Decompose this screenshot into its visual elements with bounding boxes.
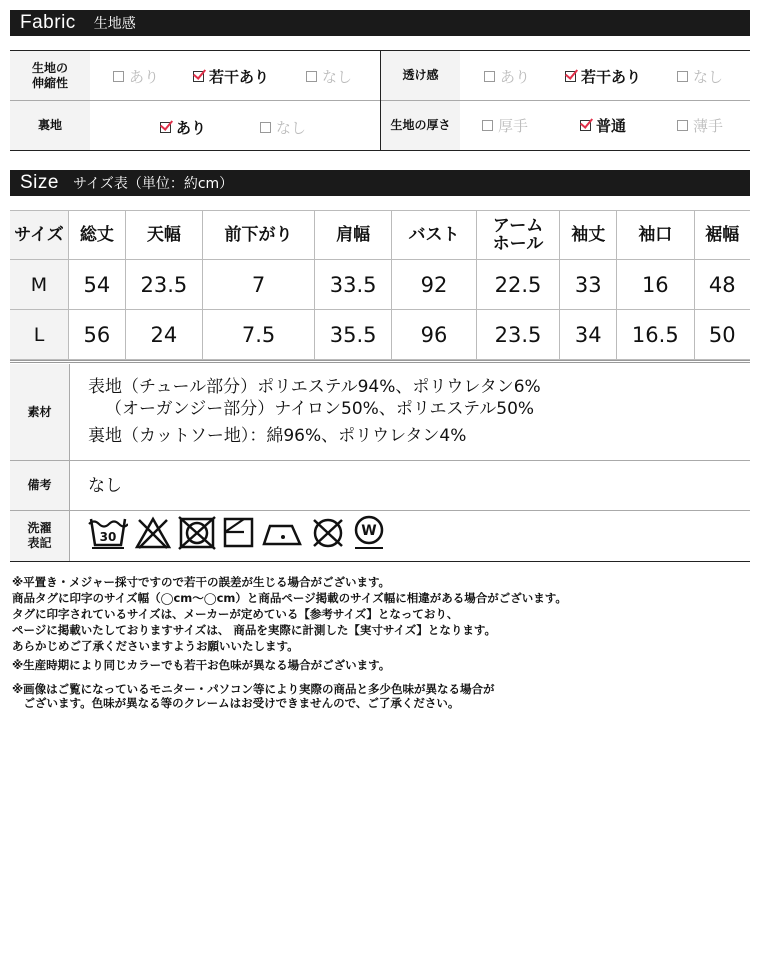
size-header-cell: 前下がり (203, 211, 315, 260)
fabric-label-lining: 裏地 (10, 101, 90, 150)
checkbox-checked-icon (580, 120, 591, 131)
note-line: タグに印字されているサイズは、メーカーが定めている【参考サイズ】となっており、 (12, 607, 459, 621)
checkbox-checked-icon (160, 122, 171, 133)
sheer-option-no: なし (677, 66, 723, 86)
size-label-cell: L (10, 310, 69, 360)
fabric-label-stretch: 生地の 伸縮性 (10, 51, 90, 100)
line-dry-shade-icon (222, 516, 256, 550)
thickness-option-thin: 薄手 (677, 115, 723, 135)
size-value-cell: 34 (560, 310, 617, 360)
checkbox-icon (484, 71, 495, 82)
checkbox-icon (677, 120, 688, 131)
checkbox-icon (306, 71, 317, 82)
note-line: ※画像はご覧になっているモニター・パソコン等により実際の商品と多少色味が異なる場合が (12, 682, 495, 696)
size-value-cell: 56 (69, 310, 126, 360)
size-value-cell: 16.5 (617, 310, 694, 360)
note-line: ございます。色味が異なる等のクレームはお受けできませんので、ご了承ください。 (12, 696, 460, 710)
size-value-cell: 24 (125, 310, 202, 360)
size-value-cell: 7.5 (203, 310, 315, 360)
note-line: ページに掲載いたしておりますサイズは、 商品を実際に計測した【実寸サイズ】となります。 (12, 623, 497, 637)
size-label-cell: M (10, 260, 69, 310)
lining-option-no: なし (260, 117, 306, 137)
size-value-cell: 23.5 (476, 310, 560, 360)
size-header-cell: 袖丈 (560, 211, 617, 260)
sheer-option-yes: あり (484, 66, 530, 86)
fabric-subtitle: 生地感 (93, 16, 136, 32)
stretch-option-slight: 若干あり (193, 66, 269, 86)
size-value-cell: 33 (560, 260, 617, 310)
size-header-cell: 肩幅 (314, 211, 391, 260)
note-line: 商品タグに印字のサイズ幅（◯cm〜◯cm）と商品ページ掲載のサイズ幅に相違がある場合がございます。 (12, 591, 567, 605)
checkbox-icon (260, 122, 271, 133)
remarks-value: なし (88, 476, 122, 496)
table-row (10, 260, 750, 310)
checkbox-checked-icon (193, 71, 204, 82)
no-bleach-icon (134, 516, 172, 550)
material-label: 素材 (10, 364, 69, 460)
size-header-cell: 天幅 (125, 211, 202, 260)
size-header-cell: バスト (392, 211, 476, 260)
remarks-label: 備考 (10, 461, 69, 510)
no-dry-clean-icon (310, 516, 346, 550)
fabric-header (10, 10, 750, 36)
care-icons (88, 515, 392, 551)
size-value-cell: 48 (694, 260, 750, 310)
size-value-cell: 16 (617, 260, 694, 310)
lining-option-yes: あり (160, 117, 206, 137)
size-header-cell: 総丈 (69, 211, 126, 260)
sheer-option-slight: 若干あり (565, 66, 641, 86)
thickness-option-normal: 普通 (580, 115, 626, 135)
size-title: Size (20, 172, 59, 193)
iron-low-icon (262, 518, 304, 548)
thickness-option-thick: 厚手 (482, 115, 528, 135)
note-line: ※平置き・メジャー採寸ですので若干の誤差が生じる場合がございます。 (12, 575, 391, 589)
size-value-cell: 33.5 (314, 260, 391, 310)
size-header-cell: 袖口 (617, 211, 694, 260)
note-line: ※生産時期により同じカラーでも若干お色味が異なる場合がございます。 (12, 658, 391, 672)
note-line: あらかじめご了承くださいますようお願いいたします。 (12, 639, 299, 653)
wet-clean-icon (352, 515, 386, 551)
material-line-lining: 裏地（カットソー地）：綿96%、ポリウレタン4% (88, 426, 467, 446)
no-tumble-dry-icon (178, 516, 216, 550)
svg-text:W: W (361, 523, 377, 539)
size-value-cell: 50 (694, 310, 750, 360)
care-label: 洗濯 表記 (10, 511, 69, 561)
size-header-cell: アーム ホール (476, 211, 560, 260)
stretch-option-no: なし (306, 66, 352, 86)
checkbox-icon (482, 120, 493, 131)
stretch-option-yes: あり (113, 66, 159, 86)
material-line-outer-tulle: 表地（チュール部分）ポリエステル94%、ポリウレタン6% (88, 377, 541, 397)
table-row (10, 310, 750, 360)
size-value-cell: 96 (392, 310, 476, 360)
material-line-outer-organza: （オーガンジー部分）ナイロン50%、ポリエステル50% (105, 399, 535, 419)
size-subtitle: サイズ表（単位：約cm） (72, 176, 234, 192)
checkbox-icon (677, 71, 688, 82)
size-value-cell: 92 (392, 260, 476, 310)
size-table (10, 210, 750, 360)
wash-30-icon (88, 515, 128, 551)
size-table-header-row (10, 211, 750, 260)
size-value-cell: 54 (69, 260, 126, 310)
fabric-title: Fabric (20, 12, 76, 33)
svg-text:30: 30 (99, 530, 117, 544)
size-header (10, 170, 750, 196)
size-value-cell: 22.5 (476, 260, 560, 310)
size-value-cell: 7 (203, 260, 315, 310)
size-header-cell: 裾幅 (694, 211, 750, 260)
size-value-cell: 35.5 (314, 310, 391, 360)
size-corner-cell: サイズ (10, 211, 69, 260)
size-value-cell: 23.5 (125, 260, 202, 310)
fabric-label-thickness: 生地の厚さ (381, 101, 460, 150)
fabric-label-sheer: 透け感 (381, 51, 460, 100)
checkbox-checked-icon (565, 71, 576, 82)
checkbox-icon (113, 71, 124, 82)
